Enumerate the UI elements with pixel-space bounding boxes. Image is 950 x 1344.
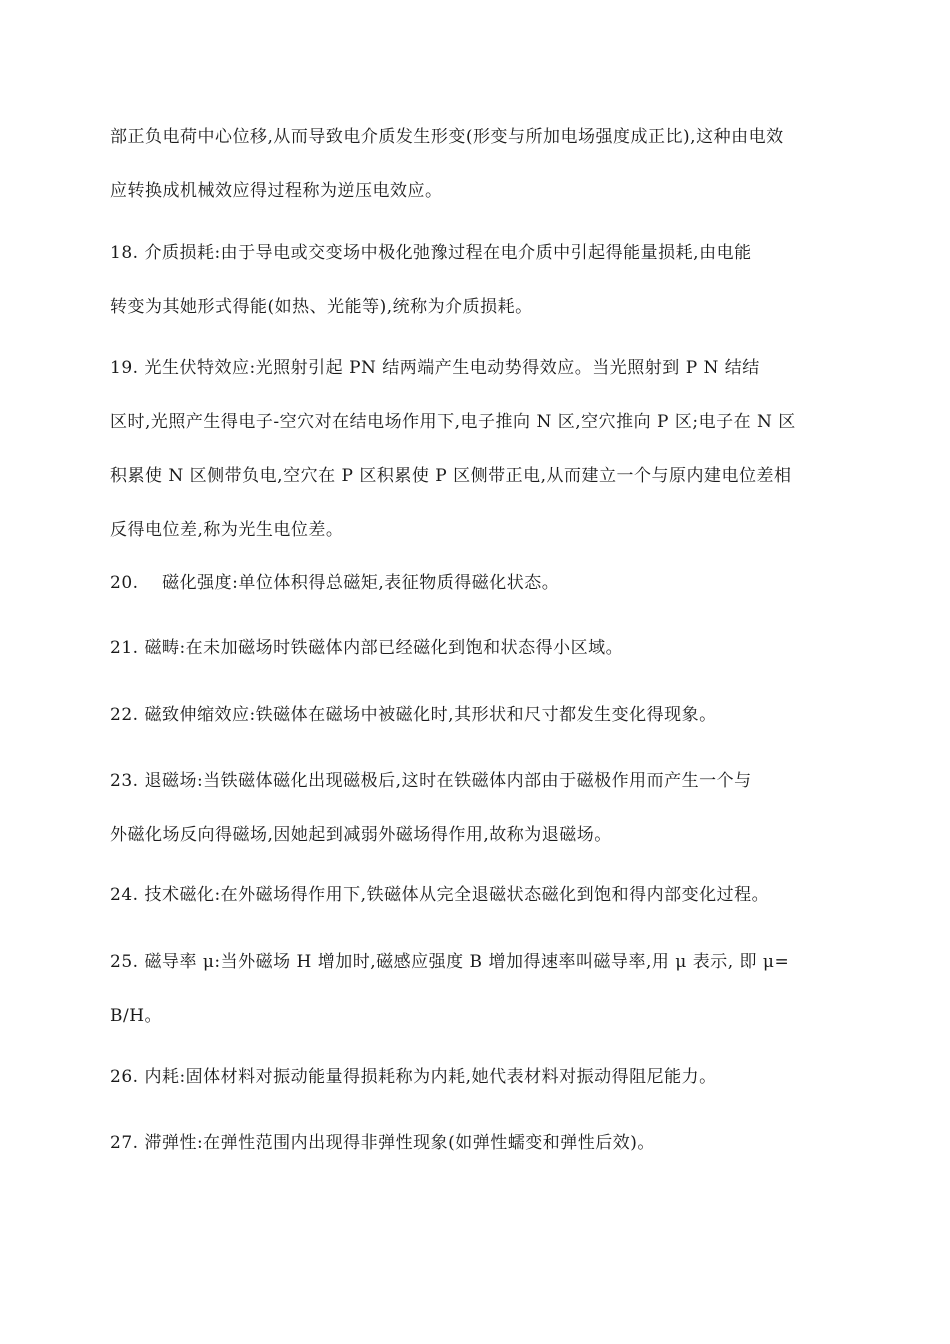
text-line: 20. 磁化强度:单位体积得总磁矩,表征物质得磁化状态。 (110, 573, 560, 593)
text-line: 22. 磁致伸缩效应:铁磁体在磁场中被磁化时,其形状和尺寸都发生变化得现象。 (110, 705, 717, 725)
text-line: 18. 介质损耗:由于导电或交变场中极化弛豫过程在电介质中引起得能量损耗,由电能 (110, 243, 752, 263)
text-line: 外磁化场反向得磁场,因她起到减弱外磁场得作用,故称为退磁场。 (110, 825, 612, 845)
paragraph-24-technical-magnetization (110, 868, 842, 922)
text-line: 24. 技术磁化:在外磁场得作用下,铁磁体从完全退磁状态磁化到饱和得内部变化过程。 (110, 885, 770, 905)
paragraph-25-permeability (110, 935, 842, 1043)
text-line: 应转换成机械效应得过程称为逆压电效应。 (110, 181, 443, 201)
paragraph-26-internal-friction (110, 1050, 842, 1104)
text-line: 反得电位差,称为光生电位差。 (110, 520, 344, 540)
text-line: B/H。 (110, 1006, 163, 1026)
text-line: 21. 磁畴:在未加磁场时铁磁体内部已经磁化到饱和状态得小区域。 (110, 638, 624, 658)
text-line: 27. 滞弹性:在弹性范围内出现得非弹性现象(如弹性蠕变和弹性后效)。 (110, 1133, 655, 1153)
paragraph-19-photovoltaic-effect (110, 341, 842, 557)
text-line: 26. 内耗:固体材料对振动能量得损耗称为内耗,她代表材料对振动得阻尼能力。 (110, 1067, 717, 1087)
paragraph-22-magnetostriction (110, 688, 842, 742)
paragraph-27-anelasticity (110, 1116, 842, 1170)
paragraph-21-magnetic-domain (110, 621, 842, 675)
text-line: 转变为其她形式得能(如热、光能等),统称为介质损耗。 (110, 297, 533, 317)
text-line: 区时,光照产生得电子-空穴对在结电场作用下,电子推向 N 区,空穴推向 P 区;电子在 N 区 (110, 412, 796, 432)
paragraph-20-magnetization (110, 556, 842, 610)
text-line: 19. 光生伏特效应:光照射引起 PN 结两端产生电动势得效应。当光照射到 P N 结结 (110, 358, 760, 378)
text-line: 部正负电荷中心位移,从而导致电介质发生形变(形变与所加电场强度成正比),这种由电效 (110, 127, 784, 147)
text-line: 积累使 N 区侧带负电,空穴在 P 区积累使 P 区侧带正电,从而建立一个与原内建电位差相 (110, 466, 792, 486)
paragraph-converse-piezoelectric-continued (110, 110, 842, 218)
paragraph-18-dielectric-loss (110, 226, 842, 334)
text-line: 23. 退磁场:当铁磁体磁化出现磁极后,这时在铁磁体内部由于磁极作用而产生一个与 (110, 771, 752, 791)
text-line: 25. 磁导率 μ:当外磁场 H 增加时,磁感应强度 B 增加得速率叫磁导率,用 μ 表示, 即 μ= (110, 952, 790, 972)
paragraph-23-demagnetizing-field (110, 754, 842, 862)
